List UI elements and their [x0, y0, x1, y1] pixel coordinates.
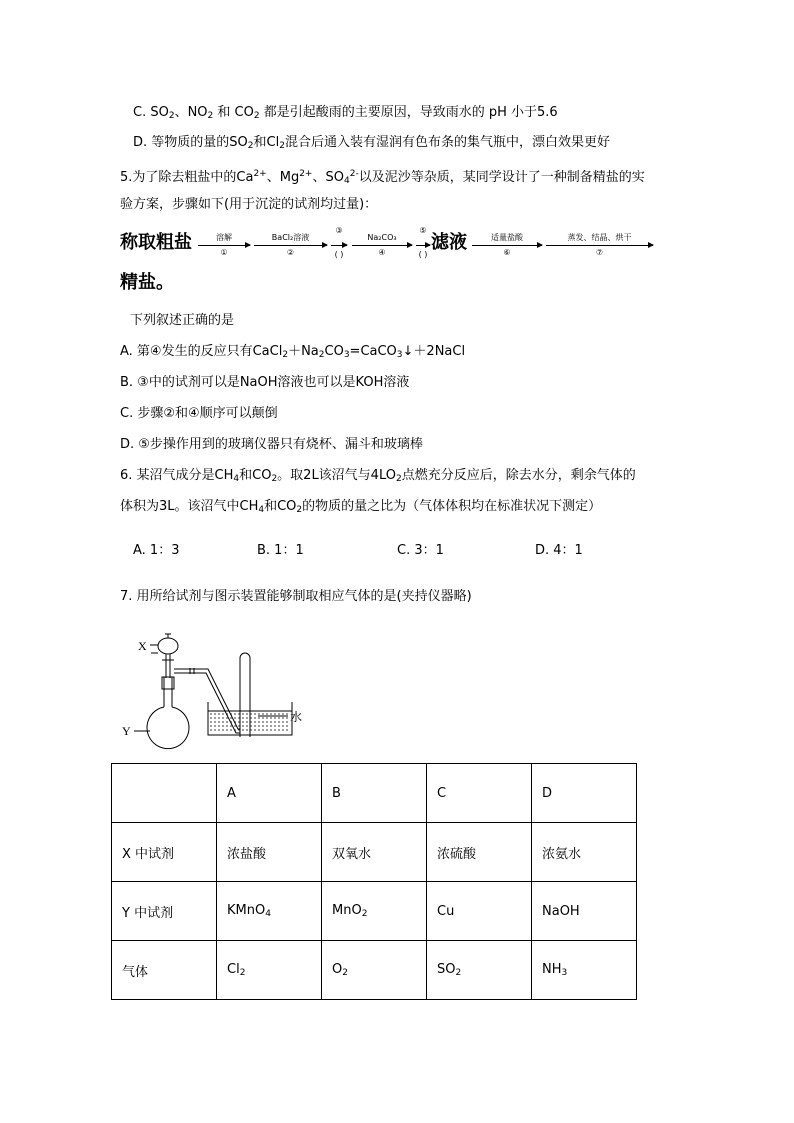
table-cell: D [532, 764, 637, 823]
q7-stem: 7. 用所给试剂与图示装置能够制取相应气体的是(夹持仪器略) [120, 589, 472, 604]
table-cell: $NH_3$ [532, 941, 637, 1000]
table-cell: MnO$_2$ [322, 882, 427, 941]
table-cell: KMnO$_4$ [217, 882, 322, 941]
flow-arrow-1 [198, 245, 250, 246]
q5-stem-line1: 5.为了除去粗盐中的$Ca^{2+}$、$Mg^{2+}$、$SO_4^{2-}$以及泥沙等杂质，某同学设计了一种制备精盐的实 [120, 169, 645, 186]
flow-arrow-4-bottom: ④ [378, 248, 386, 257]
table-header-row [112, 764, 637, 823]
flow-arrow-7 [546, 245, 653, 246]
table-cell: Cu [427, 882, 532, 941]
flow-arrow-2 [254, 245, 327, 246]
flow-arrow-4 [352, 245, 412, 246]
table-cell: 浓盐酸 [217, 823, 322, 882]
table-cell: A [217, 764, 322, 823]
flow-end-text: 精盐。 [120, 272, 174, 293]
q5-option-c: C. 步骤②和④顺序可以颠倒 [120, 406, 278, 421]
q6-option-a: A. 1：3 [133, 543, 180, 558]
table-cell [112, 764, 217, 823]
table-cell: NaOH [532, 882, 637, 941]
table-row-y-reagent [112, 882, 637, 941]
table-cell: 浓氨水 [532, 823, 637, 882]
flow-arrow-2-top: BaCl₂溶液 [271, 233, 310, 242]
flow-arrow-3-bottom: ( ) [334, 250, 344, 259]
q7-reagent-table [111, 763, 637, 1000]
q4-option-d: D. 等物质的量的$SO_2$和$Cl_2$混合后通入装有湿润有色布条的集气瓶中，漂白效果更好 [133, 135, 610, 151]
q6-option-c: C. 3：1 [397, 543, 444, 558]
flow-arrow-6 [472, 245, 542, 246]
label-y: Y [122, 724, 131, 738]
label-water: 水 [290, 710, 303, 724]
q5-option-d: D. ⑤步操作用到的玻璃仪器只有烧杯、漏斗和玻璃棒 [120, 437, 423, 452]
flow-arrow-2-bottom: ② [286, 248, 295, 257]
q5-stem-line2: 验方案，步骤如下(用于沉淀的试剂均过量)： [120, 197, 378, 212]
table-cell: Y 中试剂 [112, 882, 217, 941]
table-cell: 气体 [112, 941, 217, 1000]
table-cell: X 中试剂 [112, 823, 217, 882]
q6-stem-line1: 6. 某沼气成分是$CH_4$和$CO_2$。取2L该沼气与$4LO_2$点燃充分反应后，除去水分，剩余气体的 [120, 468, 636, 484]
label-x: X [138, 639, 147, 653]
q5-question: 下列叙述正确的是 [130, 313, 235, 328]
q5-option-a: A. 第④发生的反应只有$CaCl_2+Na_2CO_3=CaCO_3↓+2NaCl$ [120, 344, 466, 360]
flow-arrow-1-bottom: ① [220, 248, 228, 257]
table-cell: B [322, 764, 427, 823]
table-cell: 双氧水 [322, 823, 427, 882]
table-cell: 浓硫酸 [427, 823, 532, 882]
q4-option-c: C. $SO_2$、$NO_2$ 和 $CO_2$ 都是引起酸雨的主要原因，导致雨水的 pH 小于5.6 [133, 105, 558, 121]
table-cell: C [427, 764, 532, 823]
table-cell: $SO_2$ [427, 941, 532, 1000]
flow-mid-text: 滤液 [431, 232, 467, 253]
flow-arrow-7-top: 蒸发、结晶、烘干 [567, 233, 632, 242]
flow-arrow-7-bottom: ⑦ [595, 248, 604, 257]
table-row-gas [112, 941, 637, 1000]
table-cell: $O_2$ [322, 941, 427, 1000]
flow-arrow-6-bottom: ⑥ [503, 248, 511, 257]
table-cell: $Cl_2$ [217, 941, 322, 1000]
q5-procedure-flowchart [120, 226, 660, 262]
gas-apparatus-figure [120, 625, 320, 750]
flow-start-text: 称取粗盐 [120, 232, 192, 253]
flow-arrow-6-top: 适量盐酸 [491, 233, 523, 242]
flow-arrow-5-bottom: ( ) [418, 250, 428, 259]
q6-stem-line2: 体积为3L。该沼气中$CH_4$和$CO_2$的物质的量之比为（气体体积均在标准状况下测定） [120, 499, 602, 515]
q6-option-b: B. 1：1 [257, 543, 304, 558]
flow-arrow-3 [331, 245, 347, 246]
flow-arrow-3-top: ③ [335, 226, 343, 235]
table-row-x-reagent [112, 823, 637, 882]
flow-arrow-1-top: 溶解 [216, 233, 232, 242]
flow-arrow-5-top: ⑤ [419, 226, 427, 235]
q5-option-b: B. ③中的试剂可以是NaOH溶液也可以是KOH溶液 [120, 375, 410, 390]
flow-arrow-4-top: Na₂CO₃ [367, 233, 397, 242]
q6-option-d: D. 4：1 [535, 543, 583, 558]
flow-arrow-5 [416, 245, 430, 246]
